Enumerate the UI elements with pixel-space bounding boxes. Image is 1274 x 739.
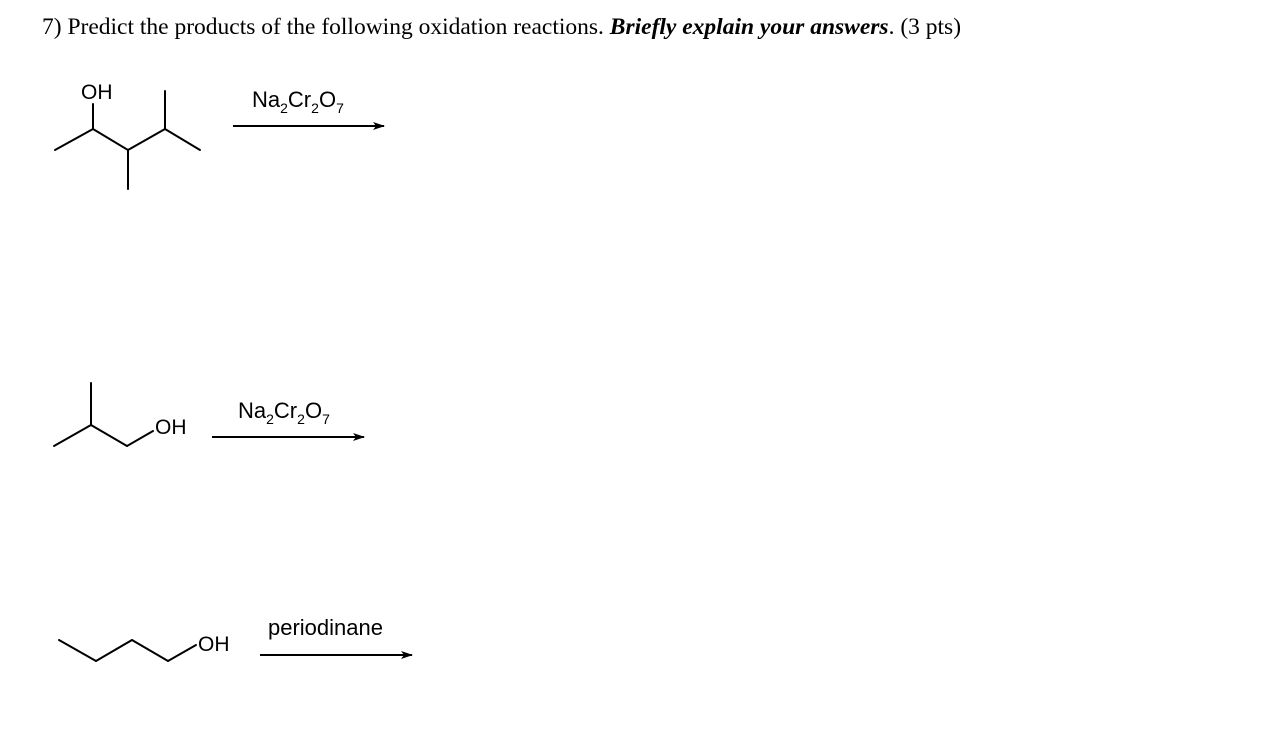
hydroxyl-label-1: OH xyxy=(81,81,113,104)
reagent-label-3: periodinane xyxy=(268,615,383,640)
reaction-3 xyxy=(59,615,412,661)
hydroxyl-label-2: OH xyxy=(155,416,187,439)
reaction-2 xyxy=(54,383,364,446)
question-points: . (3 pts) xyxy=(888,14,962,40)
reagent-label-1: $Na_2Cr_2O_7$ xyxy=(252,87,344,116)
hydroxyl-label-3: OH xyxy=(198,633,230,656)
question-prompt: Predict the products of the following oxidation reactions. xyxy=(67,14,604,40)
reaction-1 xyxy=(55,81,384,189)
molecule-2-skeleton xyxy=(54,383,153,446)
reagent-label-2: $Na_2Cr_2O_7$ xyxy=(238,398,330,427)
molecule-3-skeleton xyxy=(59,640,196,661)
molecule-1-skeleton xyxy=(55,91,200,189)
question-number: 7) xyxy=(42,14,62,40)
question-emphasis: Briefly explain your answers xyxy=(609,14,889,40)
